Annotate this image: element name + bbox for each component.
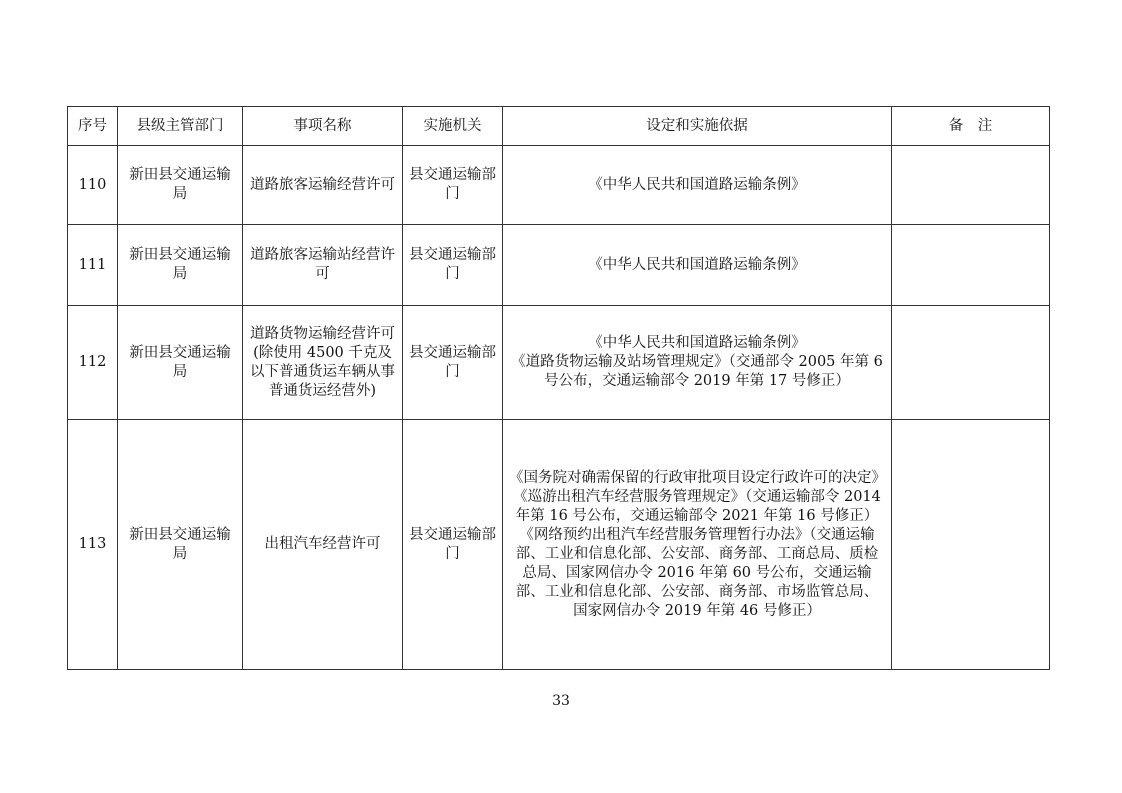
- basis-line: 《国务院对确需保留的行政审批项目设定行政许可的决定》: [509, 469, 886, 486]
- cell-remarks: [892, 225, 1050, 306]
- table-row: [68, 225, 1050, 306]
- cell-department: 新田县交通运输局: [118, 306, 243, 420]
- header-item: 事项名称: [243, 107, 403, 146]
- page-number: 33: [552, 693, 570, 709]
- basis-line: 《巡游出租汽车经营服务管理规定》（交通运输部令 2014 年第 16 号公布，交通运输部令 2021 年第 16 号修正）: [513, 488, 881, 524]
- table-header-row: [68, 107, 1050, 146]
- cell-seq: 110: [68, 146, 118, 225]
- cell-basis: [503, 225, 892, 306]
- cell-item: 道路旅客运输经营许可: [243, 146, 403, 225]
- permit-table: [67, 106, 1050, 670]
- header-agency: 实施机关: [403, 107, 503, 146]
- cell-item: 道路旅客运输站经营许可: [243, 225, 403, 306]
- cell-seq: 112: [68, 306, 118, 420]
- cell-seq: 111: [68, 225, 118, 306]
- header-basis: 设定和实施依据: [503, 107, 892, 146]
- cell-remarks: [892, 146, 1050, 225]
- table-row: [68, 306, 1050, 420]
- cell-agency: 县交通运输部门: [403, 306, 503, 420]
- cell-remarks: [892, 420, 1050, 670]
- cell-item: 道路货物运输经营许可(除使用 4500 千克及以下普通货运车辆从事普通货运经营外): [243, 306, 403, 420]
- cell-department: 新田县交通运输局: [118, 420, 243, 670]
- cell-agency: 县交通运输部门: [403, 146, 503, 225]
- basis-line: 《中华人民共和国道路运输条例》: [588, 335, 806, 351]
- table-row: [68, 146, 1050, 225]
- cell-department: 新田县交通运输局: [118, 225, 243, 306]
- cell-basis: [503, 306, 892, 420]
- header-seq: 序号: [68, 107, 118, 146]
- cell-agency: 县交通运输部门: [403, 420, 503, 670]
- basis-line: 《中华人民共和国道路运输条例》: [588, 176, 806, 193]
- header-remarks: 备 注: [892, 107, 1050, 146]
- basis-line: 《网络预约出租汽车经营服务管理暂行办法》（交通运输部、工业和信息化部、公安部、商务部、工商总局、质检总局、国家网信办令 2016 年第 60 号公布，交通运输部、工业和信息化部、公安部、商务部、市场监管总局、国家网信办令 2019 年第 46 号修正）: [515, 526, 879, 619]
- cell-remarks: [892, 306, 1050, 420]
- cell-department: 新田县交通运输局: [118, 146, 243, 225]
- cell-seq: 113: [68, 420, 118, 670]
- basis-line: 《中华人民共和国道路运输条例》: [588, 256, 806, 273]
- basis-line: 《道路货物运输及站场管理规定》（交通部令 2005 年第 6 号公布，交通运输部令 2019 年第 17 号修正）: [511, 354, 883, 389]
- cell-basis: [503, 420, 892, 670]
- cell-item: 出租汽车经营许可: [243, 420, 403, 670]
- table-row: [68, 420, 1050, 670]
- header-department: 县级主管部门: [118, 107, 243, 146]
- cell-agency: 县交通运输部门: [403, 225, 503, 306]
- cell-basis: [503, 146, 892, 225]
